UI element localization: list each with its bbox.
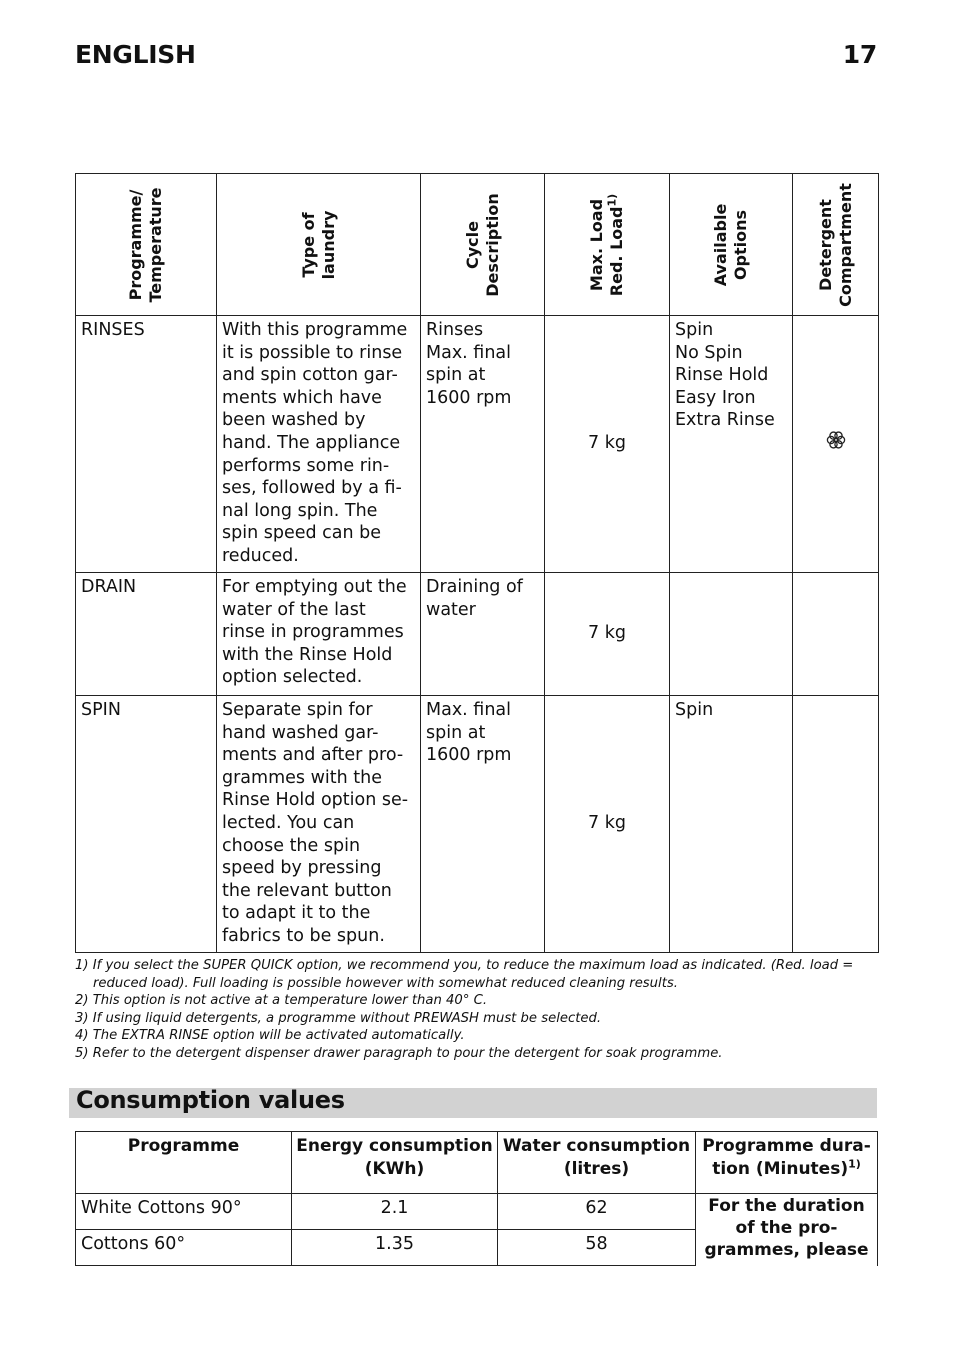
fabric-softener-flower-icon bbox=[825, 436, 847, 456]
duration-note-cell bbox=[696, 1194, 878, 1266]
cycle-line: Max. final bbox=[426, 700, 512, 720]
laundry-line: and spin cotton gar- bbox=[222, 365, 398, 386]
options-cell bbox=[670, 573, 793, 696]
laundry-line: choose the spin bbox=[222, 835, 361, 856]
col-header-options: Available Options bbox=[670, 174, 793, 316]
col-header-laundry: Type of laundry bbox=[217, 174, 421, 316]
laundry-line: performs some rin- bbox=[222, 455, 390, 476]
section-title: Consumption values bbox=[76, 1086, 345, 1114]
programme-cell: Cottons 60° bbox=[76, 1230, 292, 1266]
col-header-programme: Programme/ Temperature bbox=[76, 174, 217, 316]
laundry-line: ments and after pro- bbox=[222, 745, 404, 766]
cycle-line: spin at bbox=[426, 722, 486, 743]
laundry-line: hand washed gar- bbox=[222, 722, 379, 743]
laundry-line: ments which have bbox=[222, 387, 382, 408]
table-row bbox=[76, 573, 879, 696]
option-line: Extra Rinse bbox=[675, 410, 775, 431]
cycle-line: spin at bbox=[426, 365, 486, 386]
laundry-cell bbox=[217, 316, 421, 573]
table-row bbox=[76, 316, 879, 573]
laundry-line: For emptying out the bbox=[222, 577, 407, 597]
cycle-line: Rinses bbox=[426, 320, 484, 340]
duration-note-line: For the duration bbox=[708, 1196, 865, 1216]
laundry-line: spin speed can be bbox=[222, 523, 382, 544]
laundry-line: with the Rinse Hold bbox=[222, 644, 393, 665]
cycle-cell bbox=[421, 696, 545, 953]
options-cell bbox=[670, 696, 793, 953]
water-cell: 58 bbox=[498, 1230, 696, 1266]
programme-cell: White Cottons 90° bbox=[76, 1194, 292, 1230]
language-heading: ENGLISH bbox=[75, 40, 196, 69]
footnote: 5) Refer to the detergent dispenser drawer paragraph to pour the detergent for soak programme. bbox=[75, 1045, 723, 1061]
footnote: 1) If you select the SUPER QUICK option, we recommend you, to reduce the maximum load as indicated. (Red. load = bbox=[75, 958, 854, 973]
option-line: Easy Iron bbox=[675, 387, 756, 408]
detergent-cell bbox=[793, 573, 879, 696]
table-row bbox=[76, 696, 879, 953]
footnotes bbox=[75, 957, 885, 1063]
footnote: 3) If using liquid detergents, a programme without PREWASH must be selected. bbox=[75, 1010, 602, 1026]
detergent-cell bbox=[793, 696, 879, 953]
laundry-line: fabrics to be spun. bbox=[222, 925, 385, 946]
option-line: Spin bbox=[675, 700, 714, 720]
laundry-line: the relevant button bbox=[222, 880, 392, 901]
laundry-line: lected. You can bbox=[222, 812, 355, 833]
cycle-line: Draining of bbox=[426, 577, 523, 597]
laundry-line: hand. The appliance bbox=[222, 432, 401, 453]
laundry-line: ses, followed by a fi- bbox=[222, 478, 402, 499]
footnote: 2) This option is not active at a temperature lower than 40° C. bbox=[75, 993, 488, 1009]
consumption-table bbox=[75, 1131, 878, 1266]
programme-name-cell: RINSES bbox=[76, 316, 217, 573]
section-heading bbox=[69, 1088, 877, 1118]
col-header-detergent: Detergent Compartment bbox=[793, 174, 879, 316]
footnote: 4) The EXTRA RINSE option will be activated automatically. bbox=[75, 1028, 465, 1044]
options-cell bbox=[670, 316, 793, 573]
cycle-cell bbox=[421, 316, 545, 573]
duration-note-line: grammes, please bbox=[704, 1240, 869, 1260]
laundry-line: speed by pressing bbox=[222, 858, 382, 879]
load-cell: 7 kg bbox=[545, 316, 670, 573]
programme-name-cell: SPIN bbox=[76, 696, 217, 953]
cycle-line: Max. final bbox=[426, 342, 512, 363]
col-header-cycle: Cycle Description bbox=[421, 174, 545, 316]
table-row bbox=[76, 1194, 878, 1230]
cycle-line: water bbox=[426, 599, 476, 620]
laundry-line: it is possible to rinse bbox=[222, 342, 403, 363]
laundry-line: rinse in programmes bbox=[222, 622, 404, 643]
energy-cell: 1.35 bbox=[292, 1230, 498, 1266]
cycle-line: 1600 rpm bbox=[426, 387, 512, 408]
option-line: Spin bbox=[675, 320, 714, 340]
col-header-duration: Programme dura- tion (Minutes)$^{1)}$ bbox=[696, 1132, 878, 1194]
col-header-load: Max. Load Red. Load$^{1)}$ bbox=[545, 174, 670, 316]
cycle-cell bbox=[421, 573, 545, 696]
programme-table-header bbox=[76, 174, 879, 316]
programme-name-cell: DRAIN bbox=[76, 573, 217, 696]
laundry-cell bbox=[217, 696, 421, 953]
detergent-cell bbox=[793, 316, 879, 573]
load-cell: 7 kg bbox=[545, 696, 670, 953]
laundry-line: water of the last bbox=[222, 599, 366, 620]
duration-note-line: of the pro- bbox=[735, 1218, 838, 1238]
laundry-line: to adapt it to the bbox=[222, 903, 371, 924]
option-line: No Spin bbox=[675, 342, 743, 363]
laundry-cell bbox=[217, 573, 421, 696]
load-cell: 7 kg bbox=[545, 573, 670, 696]
laundry-line: With this programme bbox=[222, 320, 408, 340]
laundry-line: grammes with the bbox=[222, 767, 382, 788]
laundry-line: Separate spin for bbox=[222, 700, 373, 720]
laundry-line: Rinse Hold option se- bbox=[222, 790, 409, 811]
laundry-line: been washed by bbox=[222, 410, 366, 431]
laundry-line: reduced. bbox=[222, 545, 299, 566]
consumption-table-header bbox=[76, 1132, 878, 1194]
footnote: reduced load). Full loading is possible however with somewhat reduced cleaning results. bbox=[93, 975, 678, 991]
water-cell: 62 bbox=[498, 1194, 696, 1230]
cycle-line: 1600 rpm bbox=[426, 745, 512, 766]
col-header-water: Water consumption (litres) bbox=[498, 1132, 696, 1194]
page-number: 17 bbox=[842, 40, 877, 69]
laundry-line: nal long spin. The bbox=[222, 500, 378, 521]
option-line: Rinse Hold bbox=[675, 365, 769, 386]
laundry-line: option selected. bbox=[222, 667, 363, 688]
col-header-programme: Programme bbox=[76, 1132, 292, 1194]
col-header-energy: Energy consumption (KWh) bbox=[292, 1132, 498, 1194]
programme-table bbox=[75, 173, 879, 953]
energy-cell: 2.1 bbox=[292, 1194, 498, 1230]
